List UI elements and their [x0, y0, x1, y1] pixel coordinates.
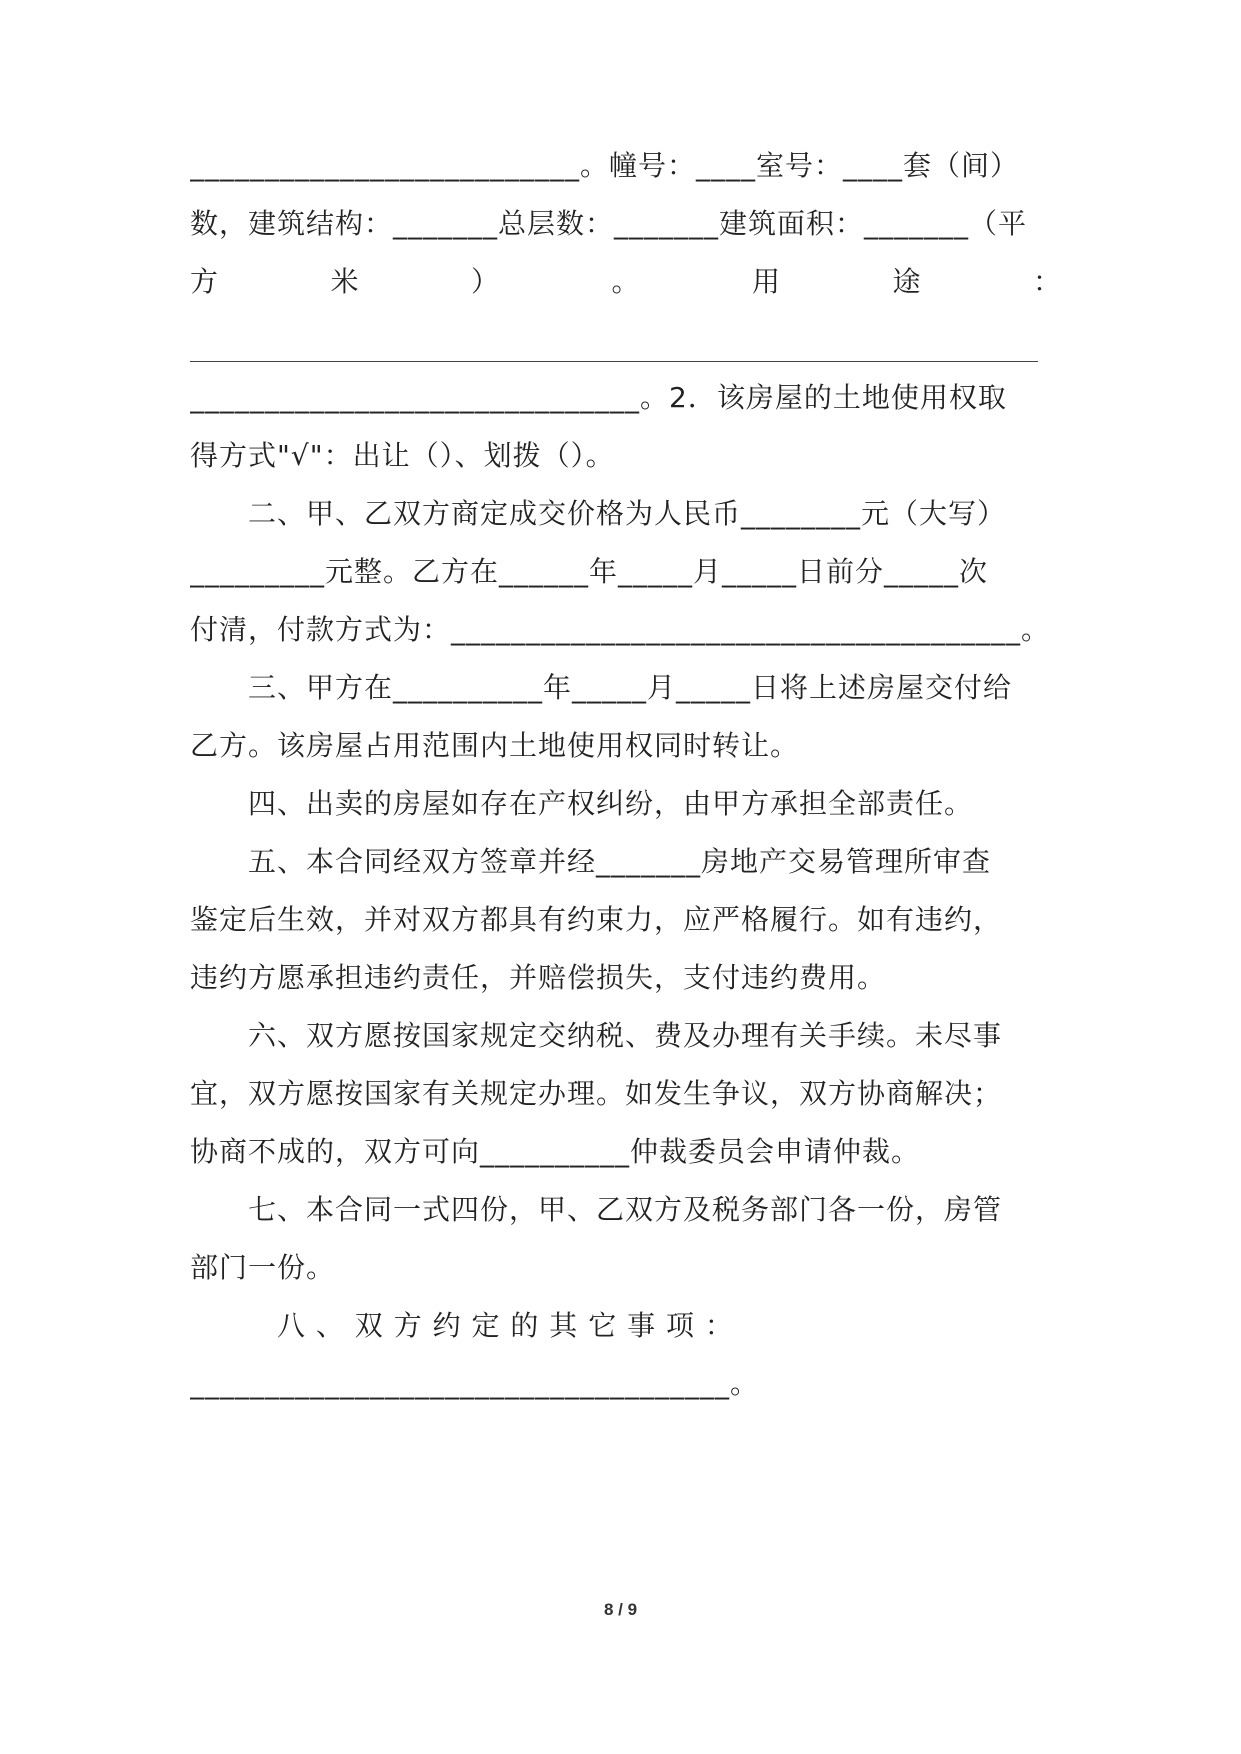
text-line: 付清，付款方式为：______________________________________。	[190, 613, 1051, 646]
text-line: 八 、 双 方 约 定 的 其 它 事 项 ：	[190, 1309, 734, 1342]
text-line: 部门一份。	[190, 1251, 336, 1284]
text-line: 鉴定后生效，并对双方都具有约束力，应严格履行。如有违约，	[190, 903, 1003, 936]
text-line: 七、本合同一式四份，甲、乙双方及税务部门各一份，房管	[190, 1193, 1003, 1226]
text-line: 二、甲、乙双方商定成交价格为人民币________元（大写）	[190, 497, 1007, 530]
text-line: 协商不成的，双方可向__________仲裁委员会申请仲裁。	[190, 1135, 921, 1168]
text-line: 违约方愿承担违约责任，并赔偿损失，支付违约费用。	[190, 961, 887, 994]
text-line: _________元整。乙方在______年_____月_____日前分_____次	[190, 555, 989, 588]
text-line: 得方式"√"：出让（）、划拨（）。	[190, 439, 615, 472]
blank-fill-line	[190, 322, 1038, 362]
text-line: 五、本合同经双方签章并经_______房地产交易管理所审查	[190, 845, 992, 878]
text-line: 宜，双方愿按国家有关规定办理。如发生争议，双方协商解决；	[190, 1077, 1003, 1110]
page-number: 8 / 9	[603, 1600, 638, 1619]
text-line: ____________________________________。	[190, 1367, 760, 1400]
text-line: 乙方。该房屋占用范围内土地使用权同时转让。	[190, 729, 800, 762]
text-line: 方 米 ） 。 用 途 ：	[190, 265, 1062, 298]
text-line: 数，建筑结构：_______总层数：_______建筑面积：_______（平	[190, 207, 1028, 240]
text-line: ______________________________。2．该房屋的土地使用权取	[190, 381, 1007, 414]
text-line: 三、甲方在__________年_____月_____日将上述房屋交付给	[190, 671, 1013, 704]
text-line: __________________________。幢号：____室号：____套（间）	[190, 149, 1020, 182]
text-line: 六、双方愿按国家规定交纳税、费及办理有关手续。未尽事	[190, 1019, 1003, 1052]
text-line: 四、出卖的房屋如存在产权纠纷，由甲方承担全部责任。	[190, 787, 974, 820]
